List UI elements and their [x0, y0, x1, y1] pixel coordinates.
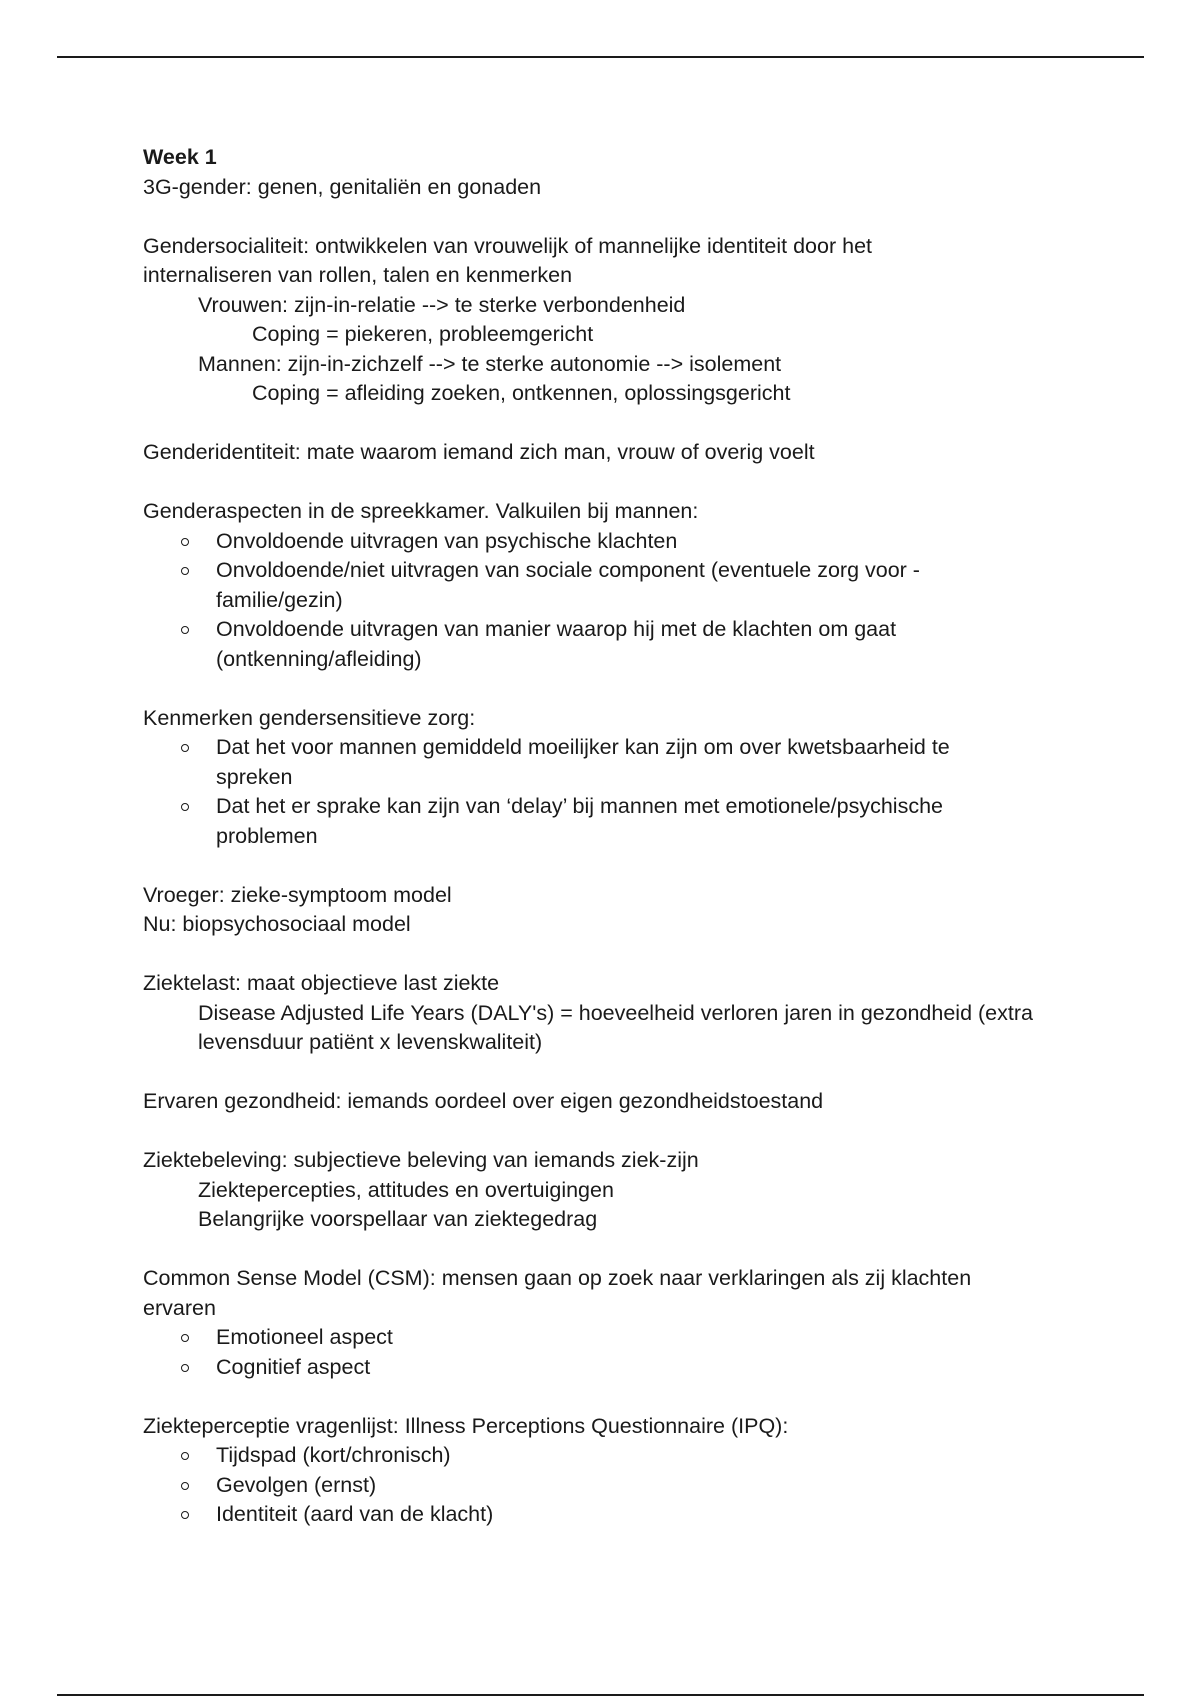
circle-bullet-icon [181, 1482, 189, 1490]
footer-rule [57, 1694, 1144, 1696]
circle-bullet-icon [181, 1452, 189, 1460]
circle-bullet-icon [181, 538, 189, 546]
circle-bullet-icon [181, 567, 189, 575]
list-item: Onvoldoende uitvragen van psychische klachten [143, 527, 916, 557]
list-item: Onvoldoende/niet uitvragen van sociale component (eventuele zorg voor - familie/gezin) [143, 556, 971, 615]
circle-bullet-icon [181, 1334, 189, 1342]
text-line: Genderidentiteit: mate waarom iemand zich man, vrouw of overig voelt [143, 440, 815, 464]
text-line: Nu: biopsychosociaal model [143, 912, 411, 936]
list-item: Cognitief aspect [143, 1353, 1063, 1383]
text-line: Ziektepercepties, attitudes en overtuigingen [198, 1177, 614, 1202]
circle-bullet-icon [181, 803, 189, 811]
header-rule [57, 56, 1144, 58]
text-line: Ervaren gezondheid: iemands oordeel over eigen gezondheidstoestand [143, 1089, 824, 1113]
ipq-list [143, 1441, 1063, 1530]
circle-bullet-icon [181, 1511, 189, 1519]
valkuilen-list [143, 527, 1063, 675]
text-line: Vrouwen: zijn-in-relatie --> te sterke verbondenheid [198, 292, 686, 317]
text-line: Coping = afleiding zoeken, ontkennen, oplossingsgericht [252, 381, 791, 405]
page-title: Week 1 [143, 145, 217, 169]
text-line: Ziekteperceptie vragenlijst: Illness Perceptions Questionnaire (IPQ): [143, 1413, 789, 1438]
list-item: Dat het voor mannen gemiddeld moeilijker kan zijn om over kwetsbaarheid te spreken [143, 733, 996, 792]
text-line: 3G-gender: genen, genitaliën en gonaden [143, 174, 542, 199]
document-body [143, 143, 1063, 1530]
list-item: Gevolgen (ernst) [143, 1471, 1063, 1501]
text-line: Coping = piekeren, probleemgericht [252, 322, 594, 346]
list-item: Tijdspad (kort/chronisch) [143, 1441, 1063, 1471]
text-line: Ziektebeleving: subjectieve beleving van iemands ziek-zijn [143, 1148, 699, 1172]
text-line: Gendersocialiteit: ontwikkelen van vrouwelijk of mannelijke identiteit door het internaliseren van rollen, talen en kenmerken [143, 233, 872, 287]
text-line: Disease Adjusted Life Years (DALY's) = hoeveelheid verloren jaren in gezondheid (extra levensduur patiënt x levenskwaliteit) [198, 1000, 1033, 1054]
text-line: Genderaspecten in de spreekkamer. Valkuilen bij mannen: [143, 499, 699, 523]
kenmerken-list [143, 733, 1063, 851]
text-line: Common Sense Model (CSM): mensen gaan op zoek naar verklaringen als zij klachten ervaren [143, 1266, 972, 1320]
text-line: Mannen: zijn-in-zichzelf --> te sterke autonomie --> isolement [198, 351, 782, 376]
text-line: Belangrijke voorspellaar van ziektegedrag [198, 1207, 598, 1231]
list-item: Onvoldoende uitvragen van manier waarop hij met de klachten om gaat (ontkenning/afleiding) [143, 615, 971, 674]
text-line: Kenmerken gendersensitieve zorg: [143, 705, 476, 730]
circle-bullet-icon [181, 744, 189, 752]
list-item: Identiteit (aard van de klacht) [143, 1500, 1063, 1530]
text-line: Ziektelast: maat objectieve last ziekte [143, 971, 500, 995]
text-line: Vroeger: zieke-symptoom model [143, 882, 452, 907]
list-item: Dat het er sprake kan zijn van ‘delay’ bij mannen met emotionele/psychische problemen [143, 792, 996, 851]
circle-bullet-icon [181, 626, 189, 634]
csm-list [143, 1323, 1063, 1382]
circle-bullet-icon [181, 1364, 189, 1372]
list-item: Emotioneel aspect [143, 1323, 1063, 1353]
